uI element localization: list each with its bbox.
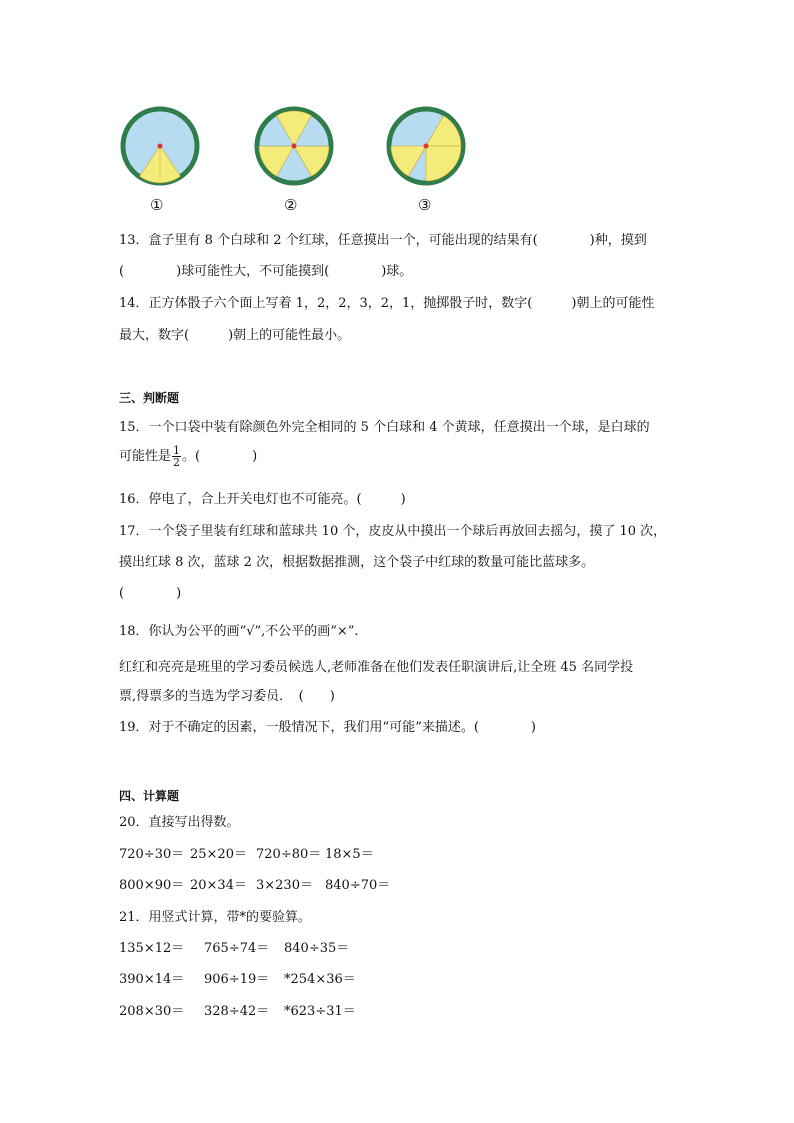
q17-line1: 17．一个袋子里装有红球和蓝球共 10 个，皮皮从中摸出一个球后再放回去摇匀，摸了 10 次， <box>119 524 667 539</box>
spinner-figures <box>120 106 480 190</box>
figure-label-1: ① <box>150 196 164 214</box>
q21-item: *254×36＝ <box>284 972 356 987</box>
spinner-2 <box>254 106 334 186</box>
q15-answer-blank: 。( ) <box>182 449 258 464</box>
q21-item: 390×14＝ <box>119 972 185 987</box>
q20-item: 3×230＝ <box>256 878 313 893</box>
q18-line2: 红红和亮亮是班里的学习委员候选人,老师准备在他们发表任职演讲后,让全班 45 名同学投 <box>119 660 634 675</box>
spinner-1 <box>120 106 200 186</box>
q17-line3: ( ) <box>119 586 182 601</box>
q21-item: 840÷35＝ <box>284 941 350 956</box>
q20-item: 800×90＝ <box>119 878 185 893</box>
q21-item: 906÷19＝ <box>204 972 270 987</box>
q20-item: 25×20＝ <box>190 847 247 862</box>
figure-label-2: ② <box>284 196 298 214</box>
q21-item: 765÷74＝ <box>204 941 270 956</box>
q20-item: 720÷80＝ <box>256 847 322 862</box>
q13-line2: ( )球可能性大，不可能摸到( )球。 <box>119 264 413 279</box>
spinner-3 <box>386 106 466 186</box>
q21-title: 21．用竖式计算，带*的要验算。 <box>119 910 312 925</box>
q15-line1: 15．一个口袋中装有除颜色外完全相同的 5 个白球和 4 个黄球，任意摸出一个球，是白球的 <box>119 420 650 435</box>
q21-item: 208×30＝ <box>119 1004 185 1019</box>
q20-title: 20．直接写出得数。 <box>119 815 240 830</box>
q13-line1: 13．盒子里有 8 个白球和 2 个红球，任意摸出一个，可能出现的结果有( )种，摸到 <box>119 233 647 248</box>
q17-line2: 摸出红球 8 次，蓝球 2 次，根据数据推测，这个袋子中红球的数量可能比蓝球多。 <box>119 555 595 570</box>
q20-item: 840÷70＝ <box>325 878 391 893</box>
section4-title: 四、计算题 <box>119 789 180 803</box>
q21-item: *623÷31＝ <box>284 1004 356 1019</box>
q21-item: 328÷42＝ <box>204 1004 270 1019</box>
q20-item: 18×5＝ <box>325 847 374 862</box>
q20-item: 20×34＝ <box>190 878 247 893</box>
fraction-denominator: 2 <box>173 456 181 469</box>
q20-item: 720÷30＝ <box>119 847 185 862</box>
q18-line3: 票,得票多的当选为学习委员． ( ) <box>119 689 335 704</box>
q21-item: 135×12＝ <box>119 941 185 956</box>
fraction-numerator: 1 <box>173 444 181 457</box>
section3-title: 三、判断题 <box>119 391 180 405</box>
q15-text: 可能性是 <box>119 449 172 464</box>
q15-line2 <box>119 445 257 468</box>
q16: 16．停电了，合上开关电灯也不可能亮。( ) <box>119 492 406 507</box>
figure-label-3: ③ <box>418 196 432 214</box>
q14-line1: 14．正方体骰子六个面上写着 1，2，2，3，2，1，抛掷骰子时，数字( )朝上的可能性 <box>119 296 655 311</box>
fraction-one-half <box>172 445 181 468</box>
q19: 19．对于不确定的因素，一般情况下，我们用“可能”来描述。( ) <box>119 720 536 735</box>
q14-line2: 最大，数字( )朝上的可能性最小。 <box>119 328 351 343</box>
q18-line1: 18．你认为公平的画“√”,不公平的画“×”. <box>119 624 359 639</box>
